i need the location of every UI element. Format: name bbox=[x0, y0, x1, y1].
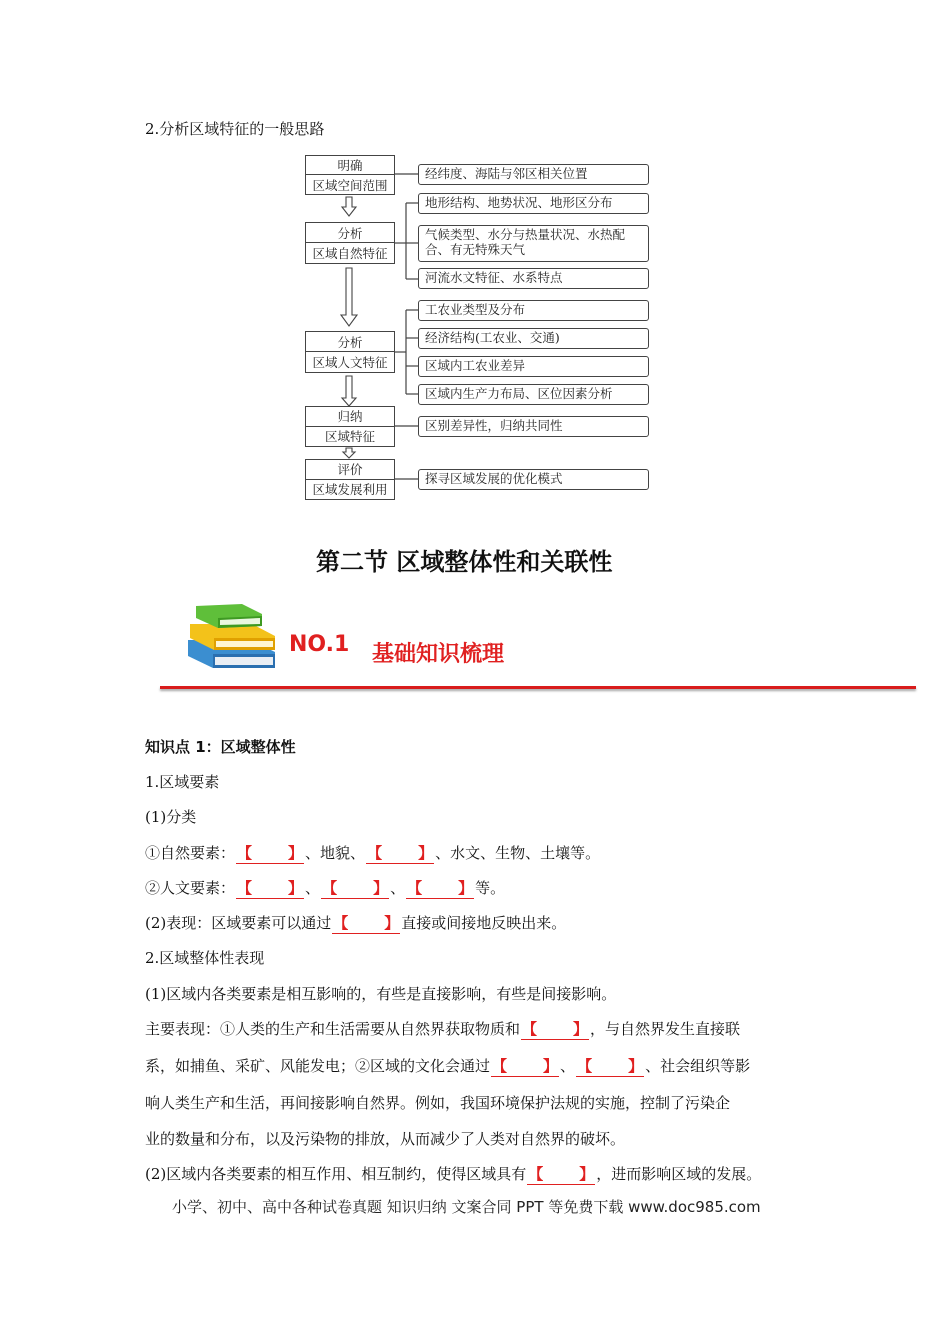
bracket-open: 【 bbox=[522, 1020, 538, 1038]
bracket-open: 【 bbox=[577, 1057, 593, 1075]
section-title: 第二节 区域整体性和关联性 bbox=[316, 548, 613, 576]
banner-divider bbox=[160, 686, 916, 689]
flow-step-evaluate bbox=[305, 459, 395, 500]
fill-blank[interactable] bbox=[491, 1055, 559, 1077]
fill-blank[interactable] bbox=[366, 842, 434, 864]
text-line-culture bbox=[145, 1055, 750, 1077]
text-fragment: 、 bbox=[390, 879, 406, 897]
flow-detail: 区域内工农业差异 bbox=[418, 356, 649, 377]
bracket-open: 【 bbox=[333, 914, 349, 932]
flow-step-sub: 区域特征 bbox=[324, 429, 375, 445]
text-fragment: ，与自然界发生直接联 bbox=[590, 1020, 741, 1038]
text-line-main-manifestation bbox=[145, 1018, 740, 1040]
bracket-close: 】 bbox=[288, 844, 304, 862]
text-line-interaction bbox=[145, 1163, 761, 1185]
bracket-close: 】 bbox=[418, 844, 434, 862]
text-fragment: 直接或间接地反映出来。 bbox=[401, 914, 567, 932]
fill-blank[interactable] bbox=[321, 877, 389, 899]
flow-detail: 探寻区域发展的优化模式 bbox=[418, 469, 649, 490]
text-fragment: (2)区域内各类要素的相互作用、相互制约，使得区域具有 bbox=[145, 1165, 527, 1183]
fill-blank[interactable] bbox=[236, 877, 304, 899]
text-line: 业的数量和分布，以及污染物的排放，从而减少了人类对自然界的破坏。 bbox=[145, 1130, 626, 1148]
fill-blank[interactable] bbox=[527, 1163, 595, 1185]
flow-step-sub: 区域空间范围 bbox=[312, 177, 388, 193]
flow-step-human bbox=[305, 331, 395, 373]
bracket-open: 【 bbox=[528, 1165, 544, 1183]
flow-step-summarise bbox=[305, 406, 395, 447]
bracket-open: 【 bbox=[237, 879, 253, 897]
text-line: 2.区域整体性表现 bbox=[145, 949, 265, 967]
bracket-close: 】 bbox=[288, 879, 304, 897]
fill-blank[interactable] bbox=[332, 912, 400, 934]
text-line: (1)区域内各类要素是相互影响的，有些是直接影响，有些是间接影响。 bbox=[145, 985, 617, 1003]
flow-detail: 区别差异性，归纳共同性 bbox=[418, 416, 649, 437]
flow-step-sub: 区域人文特征 bbox=[312, 355, 388, 370]
bracket-close: 】 bbox=[543, 1057, 559, 1075]
text-fragment: 、地貌、 bbox=[305, 844, 366, 862]
fill-blank[interactable] bbox=[576, 1055, 644, 1077]
knowledge-point-title: 知识点 1：区域整体性 bbox=[145, 738, 296, 756]
flow-detail: 经纬度、海陆与邻区相关位置 bbox=[418, 164, 649, 185]
flow-step-label: 明确 bbox=[306, 156, 394, 175]
flow-detail: 经济结构(工农业、交通) bbox=[418, 328, 649, 349]
fill-blank[interactable] bbox=[406, 877, 474, 899]
banner-number: NO.1 bbox=[289, 632, 350, 657]
flow-detail: 河流水文特征、水系特点 bbox=[418, 268, 649, 289]
text-line: 1.区域要素 bbox=[145, 773, 220, 791]
text-line: (1)分类 bbox=[145, 808, 197, 826]
text-line: 响人类生产和生活，再间接影响自然界。例如，我国环境保护法规的实施，控制了污染企 bbox=[145, 1094, 731, 1112]
flow-step-label: 分析 bbox=[306, 332, 394, 352]
books-icon bbox=[180, 600, 290, 675]
text-line-natural-elements bbox=[145, 842, 600, 864]
text-line-manifestation bbox=[145, 912, 566, 934]
flow-step-label: 评价 bbox=[306, 460, 394, 480]
flow-detail: 气候类型、水分与热量状况、水热配合、有无特殊天气 bbox=[418, 225, 649, 262]
text-fragment: 、水文、生物、土壤等。 bbox=[435, 844, 601, 862]
bracket-close: 】 bbox=[384, 914, 400, 932]
text-fragment: 主要表现：①人类的生产和生活需要从自然界获取物质和 bbox=[145, 1020, 521, 1038]
bracket-open: 【 bbox=[492, 1057, 508, 1075]
text-fragment: ，进而影响区域的发展。 bbox=[596, 1165, 762, 1183]
text-fragment: (2)表现：区域要素可以通过 bbox=[145, 914, 332, 932]
section-heading-2: 2.分析区域特征的一般思路 bbox=[145, 120, 325, 138]
text-line-human-elements bbox=[145, 877, 505, 899]
text-fragment: 、 bbox=[560, 1057, 576, 1075]
flow-step-natural bbox=[305, 222, 395, 264]
bracket-open: 【 bbox=[237, 844, 253, 862]
flow-step-sub: 区域发展利用 bbox=[312, 482, 388, 498]
text-fragment: 系，如捕鱼、采矿、风能发电；②区域的文化会通过 bbox=[145, 1057, 491, 1075]
bracket-close: 】 bbox=[573, 1020, 589, 1038]
bracket-open: 【 bbox=[367, 844, 383, 862]
flow-step-sub: 区域自然特征 bbox=[312, 246, 388, 261]
text-fragment: 等。 bbox=[475, 879, 506, 897]
text-fragment: 、 bbox=[305, 879, 321, 897]
flow-step-define bbox=[305, 155, 395, 195]
bracket-open: 【 bbox=[407, 879, 423, 897]
fill-blank[interactable] bbox=[521, 1018, 589, 1040]
flow-step-label: 分析 bbox=[306, 223, 394, 243]
text-fragment: 、社会组织等影 bbox=[645, 1057, 751, 1075]
flow-detail: 地形结构、地势状况、地形区分布 bbox=[418, 193, 649, 214]
bracket-close: 】 bbox=[458, 879, 474, 897]
bracket-close: 】 bbox=[373, 879, 389, 897]
text-fragment: ①自然要素： bbox=[145, 844, 236, 862]
banner-title: 基础知识梳理 bbox=[372, 642, 505, 667]
flow-step-label: 归纳 bbox=[306, 407, 394, 427]
text-fragment: ②人文要素： bbox=[145, 879, 236, 897]
flow-detail: 区域内生产力布局、区位因素分析 bbox=[418, 384, 649, 405]
fill-blank[interactable] bbox=[236, 842, 304, 864]
bracket-close: 】 bbox=[628, 1057, 644, 1075]
bracket-open: 【 bbox=[322, 879, 338, 897]
page-footer: 小学、初中、高中各种试卷真题 知识归纳 文案合同 PPT 等免费下载 www.doc985.com bbox=[172, 1198, 761, 1216]
bracket-close: 】 bbox=[579, 1165, 595, 1183]
flow-detail: 工农业类型及分布 bbox=[418, 300, 649, 321]
